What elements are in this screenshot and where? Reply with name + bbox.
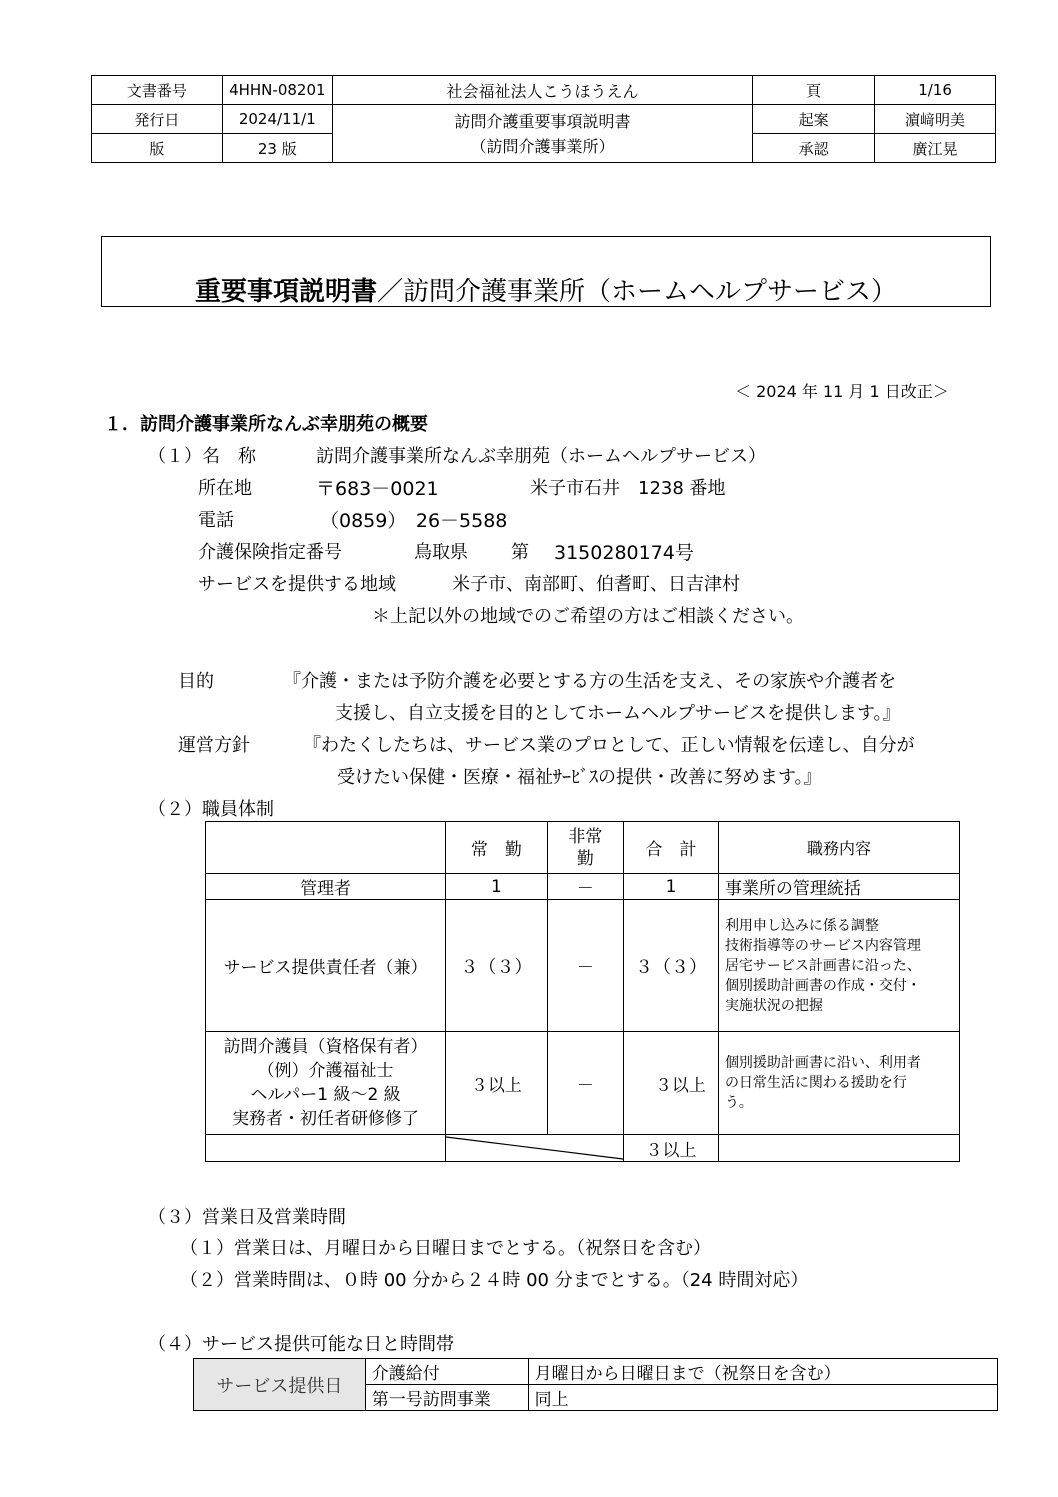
staff-heading: （２）職員体制 (148, 799, 274, 820)
revision-date: ＜ 2024 年 11 月 1 日改正＞ (735, 382, 949, 401)
issue-label: 発行日 (92, 105, 223, 134)
title-bold: 重要事項説明書 (194, 277, 377, 307)
approve-label: 承認 (753, 134, 875, 163)
name-value: 訪問介護事業所なんぶ幸朋苑（ホームヘルプサービス） (316, 446, 766, 467)
service-value: 同上 (528, 1385, 997, 1411)
page-number: 1/16 (875, 76, 996, 105)
helper-full: ３以上 (446, 1032, 548, 1135)
manager-total: 1 (624, 874, 719, 900)
staff-table (205, 821, 960, 1162)
approve-name: 廣江晃 (875, 134, 996, 163)
role-service-manager: サービス提供責任者（兼） (206, 900, 446, 1032)
sum-diagonal-cell (446, 1135, 624, 1162)
role-helper (206, 1032, 446, 1135)
doc-title-line1: 訪問介護重要事項説明書 (454, 111, 631, 131)
draft-label: 起案 (753, 105, 875, 134)
hours-line2: （２）営業時間は、０時 00 分から２４時 00 分までとする。（24 時間対応） (180, 1270, 809, 1291)
col-part-line2: 勤 (576, 848, 594, 869)
insurer-label: 介護保険指定番号 (198, 542, 342, 563)
sum-duty-blank (718, 1135, 959, 1162)
col-duty: 職務内容 (718, 822, 959, 874)
manager-duty: 事業所の管理統括 (718, 874, 959, 900)
area-note: ＊上記以外の地域でのご希望の方はご相談ください。 (372, 606, 804, 627)
issue-date: 2024/11/1 (222, 105, 332, 134)
duty-line: 利用申し込みに係る調整 (724, 917, 879, 934)
area-value: 米子市、南部町、伯耆町、日吉津村 (452, 574, 740, 595)
col-part (547, 822, 623, 874)
service-table (193, 1358, 998, 1411)
section1-heading: １．訪問介護事業所なんぶ幸朋苑の概要 (104, 414, 428, 435)
manager-part: － (547, 874, 623, 900)
page-title (102, 271, 990, 308)
col-total: 合 計 (624, 822, 719, 874)
service-type: 第一号訪問事業 (365, 1385, 528, 1411)
service-value: 月曜日から日曜日まで（祝祭日を含む） (528, 1359, 997, 1385)
doc-title-cell (332, 105, 752, 163)
duty-line: の日常生活に関わる援助を行 (724, 1075, 907, 1091)
title-rest: ／訪問介護事業所（ホームヘルプサービス） (377, 277, 898, 307)
sum-blank (206, 1135, 446, 1162)
col-full: 常 勤 (446, 822, 548, 874)
role-manager: 管理者 (206, 874, 446, 900)
purpose-label: 目的 (178, 671, 214, 692)
service-manager-duty (718, 900, 959, 1032)
helper-total: ３以上 (624, 1032, 719, 1135)
draft-name: 濵﨑明美 (875, 105, 996, 134)
area-label: サービスを提供する地域 (198, 574, 396, 595)
edition-label: 版 (92, 134, 223, 163)
duty-line: 個別援助計画書の作成・交付・ (724, 977, 921, 994)
col-part-line1: 非常 (568, 826, 603, 847)
address-value: 米子市石井 1238 番地 (530, 478, 726, 499)
role-helper-line: 実務者・初任者研修修了 (232, 1109, 420, 1129)
purpose-line2: 支援し、自立支援を目的としてホームヘルプサービスを提供します。』 (335, 703, 901, 724)
phone-value: （0859） 26－5588 (320, 510, 508, 532)
service-type: 介護給付 (365, 1359, 528, 1385)
page-label: 頁 (753, 76, 875, 105)
manager-full: 1 (446, 874, 548, 900)
insurer-pref: 鳥取県 (414, 542, 468, 563)
document-control-table (91, 75, 996, 163)
policy-line2: 受けたい保健・医療・福祉ｻｰﾋﾞｽの提供・改善に努めます。』 (337, 767, 822, 788)
service-manager-total: ３（３） (624, 900, 719, 1032)
service-day-label: サービス提供日 (194, 1359, 366, 1411)
helper-duty (718, 1032, 959, 1135)
role-helper-line: 訪問介護員（資格保有者） (223, 1037, 428, 1057)
role-helper-line: ヘルパー1 級～2 級 (250, 1085, 401, 1105)
doc-no: 4HHN-08201 (222, 76, 332, 105)
duty-line: 個別援助計画書に沿い、利用者 (724, 1055, 921, 1071)
duty-line: 居宅サービス計画書に沿った、 (724, 957, 921, 974)
address-label: 所在地 (198, 478, 252, 499)
service-heading: （４）サービス提供可能な日と時間帯 (148, 1334, 454, 1355)
hours-line1: （１）営業日は、月曜日から日曜日までとする。（祝祭日を含む） (180, 1238, 711, 1259)
service-manager-full: ３（３） (446, 900, 548, 1032)
sum-total: ３以上 (624, 1135, 719, 1162)
duty-line: 技術指導等のサービス内容管理 (724, 937, 921, 954)
name-label: （１）名 称 (148, 446, 256, 467)
doc-title-line2: （訪問介護事業所） (470, 136, 615, 156)
duty-line: う。 (724, 1095, 753, 1111)
diagonal-line (446, 1135, 623, 1161)
hours-heading: （３）営業日及営業時間 (148, 1207, 346, 1228)
role-helper-line: （例）介護福祉士 (257, 1061, 394, 1081)
insurer-number: 3150280174号 (554, 542, 694, 564)
policy-label: 運営方針 (178, 735, 250, 756)
helper-part: － (547, 1032, 623, 1135)
duty-line: 実施状況の把握 (724, 997, 823, 1014)
doc-no-label: 文書番号 (92, 76, 223, 105)
staff-header-blank (206, 822, 446, 874)
title-box (101, 236, 991, 307)
edition: 23 版 (222, 134, 332, 163)
phone-label: 電話 (198, 510, 234, 531)
insurer-dai: 第 (511, 542, 529, 563)
policy-line1: 『わたくしたちは、サービス業のプロとして、正しい情報を伝達し、自分が (303, 735, 915, 756)
purpose-line1: 『介護・または予防介護を必要とする方の生活を支え、その家族や介護者を (283, 671, 897, 692)
service-manager-part: － (547, 900, 623, 1032)
address-zip: 〒683－0021 (316, 478, 439, 500)
org-name: 社会福祉法人こうほうえん (332, 76, 752, 105)
